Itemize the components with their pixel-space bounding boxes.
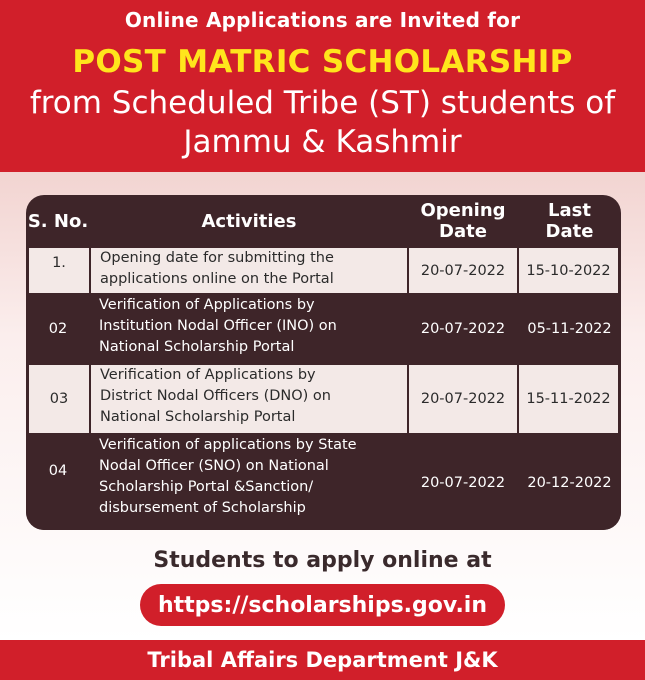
row-3-sno: 03 bbox=[29, 365, 89, 433]
row-4-opening-date: 20-07-2022 bbox=[408, 435, 518, 530]
row-1-activity-line: Opening date for submitting the bbox=[100, 250, 334, 266]
scholarship-portal-link[interactable]: https://scholarships.gov.in bbox=[140, 584, 505, 626]
header-invite-line: Online Applications are Invited for bbox=[124, 8, 521, 32]
row-1-last-date: 15-10-2022 bbox=[519, 248, 618, 293]
column-header-activities: Activities bbox=[201, 210, 297, 232]
row-2-last-date: 05-11-2022 bbox=[518, 295, 621, 363]
footer-department: Tribal Affairs Department J&K bbox=[0, 640, 645, 680]
opening-header-line2: Date bbox=[439, 221, 487, 242]
row-2-activity bbox=[90, 295, 408, 363]
row-1-activity bbox=[91, 248, 407, 293]
row-2-activity-line: Verification of Applications by bbox=[99, 297, 315, 313]
last-header-line2: Date bbox=[545, 221, 594, 242]
row-4-sno: 04 bbox=[26, 435, 90, 530]
apply-online-text: Students to apply online at bbox=[153, 548, 492, 573]
scholarship-title: POST MATRIC SCHOLARSHIP bbox=[72, 44, 573, 80]
column-header-last-date bbox=[518, 195, 621, 247]
row-1-activity-line: applications online on the Portal bbox=[100, 271, 334, 287]
row-3-last-date: 15-11-2022 bbox=[519, 365, 618, 433]
row-2-activity-line: Institution Nodal Officer (INO) on bbox=[99, 318, 337, 334]
header-region-line: Jammu & Kashmir bbox=[183, 124, 462, 160]
row-3-activity-line: District Nodal Officers (DNO) on bbox=[100, 388, 331, 404]
row-2-activity-line: National Scholarship Portal bbox=[99, 339, 295, 355]
row-3-opening-date: 20-07-2022 bbox=[409, 365, 517, 433]
row-1-opening-date: 20-07-2022 bbox=[409, 248, 517, 293]
row-4-activity-line: Verification of applications by State bbox=[99, 437, 357, 453]
row-3-activity-line: Verification of Applications by bbox=[100, 367, 316, 383]
row-2-sno: 02 bbox=[26, 295, 90, 363]
column-header-sno: S. No. bbox=[27, 210, 89, 232]
row-1-sno: 1. bbox=[29, 248, 89, 293]
row-4-last-date: 20-12-2022 bbox=[518, 435, 621, 530]
header-banner bbox=[0, 0, 645, 172]
row-2-opening-date: 20-07-2022 bbox=[408, 295, 518, 363]
row-4-activity-line: Nodal Officer (SNO) on National bbox=[99, 458, 329, 474]
column-header-opening-date bbox=[408, 195, 518, 247]
row-4-activity-line: Scholarship Portal &Sanction/ bbox=[99, 479, 314, 495]
row-3-activity bbox=[91, 365, 407, 433]
header-eligibility-line: from Scheduled Tribe (ST) students of bbox=[29, 85, 616, 121]
row-4-activity bbox=[90, 435, 408, 530]
schedule-table bbox=[26, 195, 621, 530]
opening-header-line1: Opening bbox=[420, 200, 506, 221]
row-4-activity-line: disbursement of Scholarship bbox=[99, 500, 306, 516]
last-header-line1: Last bbox=[548, 200, 591, 221]
row-3-activity-line: National Scholarship Portal bbox=[100, 409, 296, 425]
